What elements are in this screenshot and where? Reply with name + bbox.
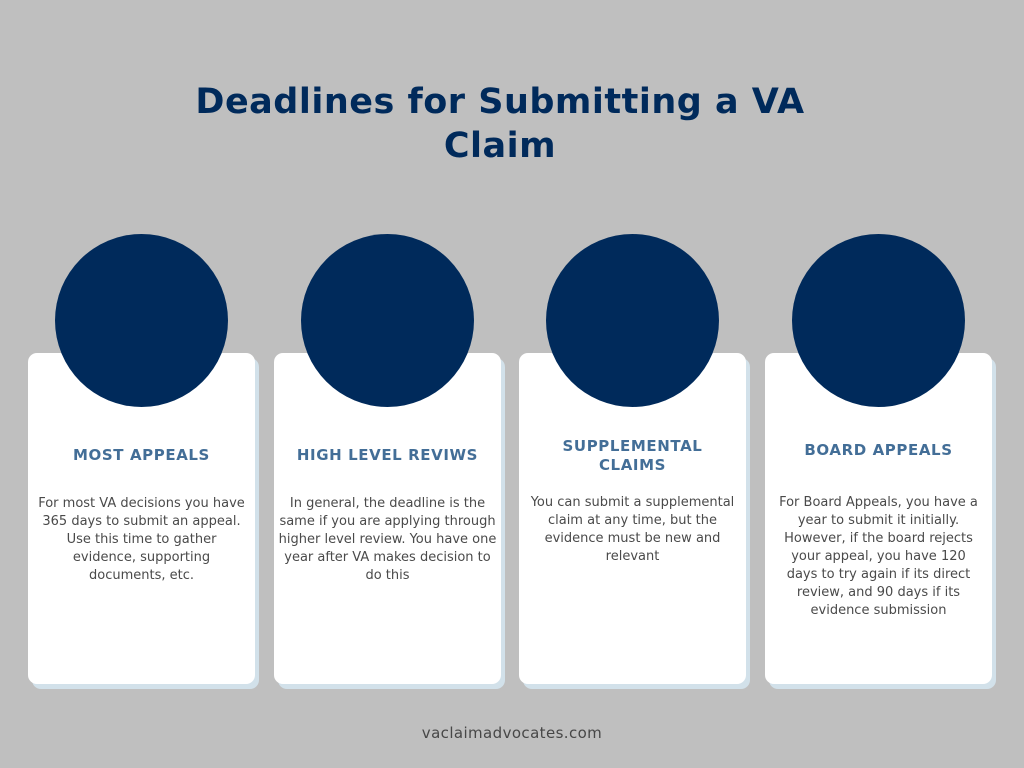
circle-graphic	[55, 234, 228, 407]
circle-graphic	[546, 234, 719, 407]
footer-website: vaclaimadvocates.com	[421, 724, 603, 742]
card-body: You can submit a supplemental claim at any time, but the evidence must be new and relevant	[530, 495, 735, 564]
card-heading: SUPPLEMENTAL CLAIMS	[562, 437, 703, 474]
card-heading: HIGH LEVEL REVIWS	[296, 446, 479, 464]
card-heading: MOST APPEALS	[73, 446, 210, 464]
card-body: For Board Appeals, you have a year to submit it initially. However, if the board rejects your appeal, you have 120 days to try again if its direct review, and 90 days if its evidence submission	[779, 495, 978, 618]
card-body: In general, the deadline is the same if you are applying through higher level review. You have one year after VA makes decision to do this	[278, 496, 497, 583]
page-title: Deadlines for Submitting a VA Claim	[195, 82, 805, 166]
card-body: For most VA decisions you have 365 days to submit an appeal. Use this time to gather evidence, supporting documents, etc.	[38, 496, 245, 583]
circle-graphic	[301, 234, 474, 407]
circle-graphic	[792, 234, 965, 407]
card-heading: BOARD APPEALS	[804, 441, 953, 459]
